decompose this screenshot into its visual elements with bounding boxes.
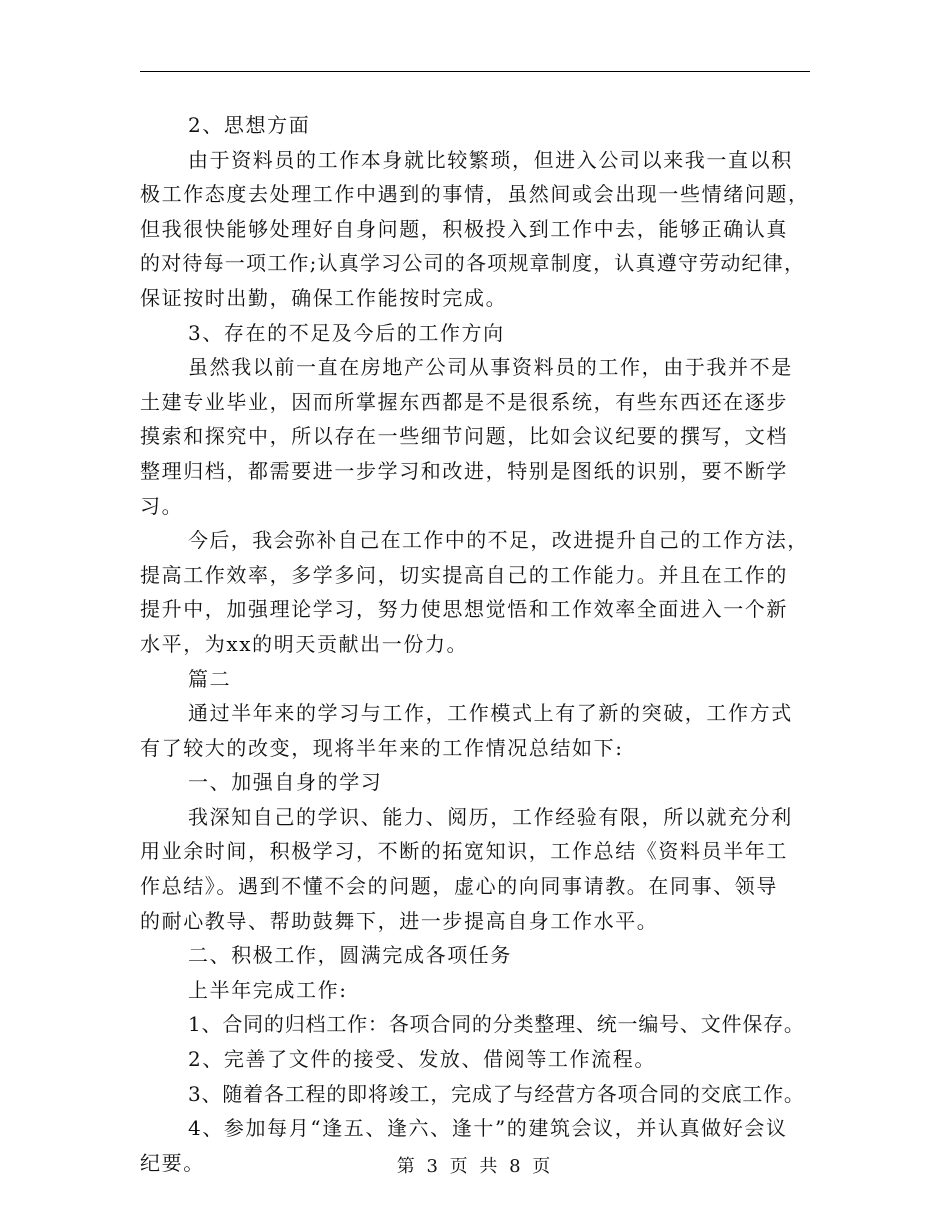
text-line: 虽然我以前一直在房地产公司从事资料员的工作，由于我并不是	[188, 355, 793, 380]
text-line: 保证按时出勤，确保工作能按时完成。	[140, 285, 508, 310]
text-line: 上半年完成工作:	[188, 977, 348, 1002]
footer-total-pages: 8	[509, 1156, 524, 1177]
text-line: 4、参加每月“逢五、逢六、逢十”的建筑会议，并认真做好会议	[188, 1116, 788, 1141]
text-line: 由于资料员的工作本身就比较繁琐，但进入公司以来我一直以积	[188, 147, 793, 172]
text-line: 二、积极工作，圆满完成各项任务	[188, 943, 512, 968]
text-line: 提高工作效率，多学多问，切实提高自己的工作能力。并且在工作的	[140, 562, 788, 587]
footer-suffix: 页	[532, 1156, 554, 1177]
text-line: 的耐心教导、帮助鼓舞下，进一步提高自身工作水平。	[140, 908, 659, 933]
text-line: 用业余时间，积极学习，不断的拓宽知识，工作总结《资料员半年工	[140, 839, 788, 864]
text-line: 摸索和探究中，所以存在一些细节问题，比如会议纪要的撰写，文档	[140, 424, 788, 449]
text-line: 提升中，加强理论学习，努力使思想觉悟和工作效率全面进入一个新	[140, 597, 788, 622]
text-line: 3、存在的不足及今后的工作方向	[188, 320, 505, 345]
footer-prefix: 第	[396, 1156, 418, 1177]
text-line: 2、完善了文件的接受、发放、借阅等工作流程。	[188, 1047, 656, 1072]
text-line: 1、合同的归档工作：各项合同的分类整理、统一编号、文件保存。	[188, 1012, 805, 1037]
text-line: 土建专业毕业，因而所掌握东西都是不是很系统，有些东西还在逐步	[140, 389, 788, 414]
text-line: 2、思想方面	[188, 113, 311, 137]
page-footer	[0, 1152, 950, 1178]
text-line: 今后，我会弥补自己在工作中的不足，改进提升自己的工作方法，	[188, 528, 809, 553]
text-line: 纪要。	[140, 1150, 205, 1175]
text-line: 一、加强自身的学习	[188, 770, 383, 795]
text-line: 极工作态度去处理工作中遇到的事情，虽然间或会出现一些情绪问题，	[140, 182, 810, 207]
header-rule	[140, 71, 810, 72]
text-line: 3、随着各工程的即将竣工，完成了与经营方各项合同的交底工作。	[188, 1081, 805, 1106]
text-line: 我深知自己的学识、能力、阅历，工作经验有限，所以就充分利	[188, 804, 793, 829]
text-line: 的对待每一项工作;认真学习公司的各项规章制度，认真遵守劳动纪律，	[140, 251, 806, 276]
text-line: 有了较大的改变，现将半年来的工作情况总结如下:	[140, 735, 624, 760]
footer-current-page: 3	[426, 1156, 441, 1177]
text-line: 习。	[140, 493, 184, 518]
text-line: 作总结》。遇到不懂不会的问题，虚心的向同事请教。在同事、领导	[140, 874, 778, 899]
footer-middle: 页 共	[449, 1156, 501, 1177]
text-line: 篇二	[188, 666, 232, 691]
body-text	[140, 108, 810, 1180]
text-line: 整理归档，都需要进一步学习和改进，特别是图纸的识别，要不断学	[140, 458, 788, 483]
text-line: 水平，为xx的明天贡献出一份力。	[140, 631, 469, 656]
text-line: 但我很快能够处理好自身问题，积极投入到工作中去，能够正确认真	[140, 216, 788, 241]
text-line: 通过半年来的学习与工作，工作模式上有了新的突破，工作方式	[188, 701, 793, 726]
